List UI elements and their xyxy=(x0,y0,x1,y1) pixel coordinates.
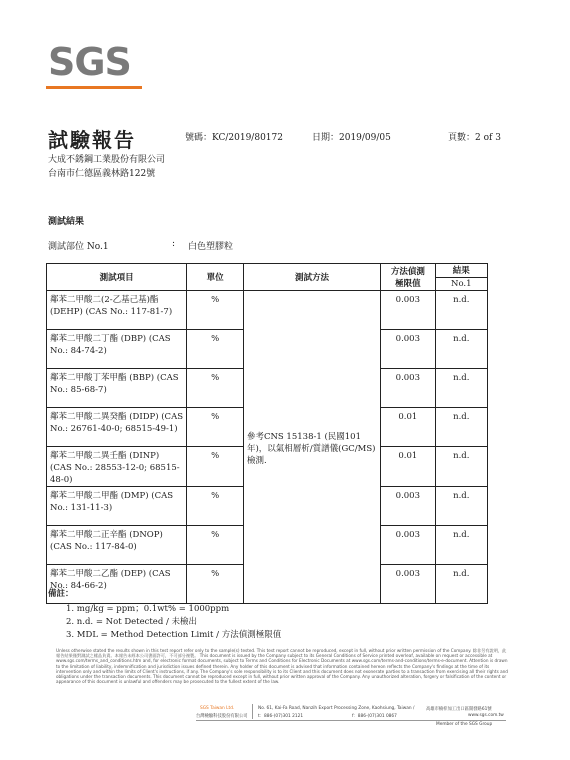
row-unit: % xyxy=(187,408,244,447)
row-item: 鄰苯二甲酸二甲酯 (DMP) (CAS No.: 131-11-3) xyxy=(47,487,187,526)
note-item: 1. mg/kg = ppm；0.1wt% = 1000ppm xyxy=(66,604,230,614)
row-mdl: 0.003 xyxy=(381,565,436,604)
header-mdl-line2: 極限值 xyxy=(395,279,421,289)
header-mdl-line1: 方法偵測 xyxy=(390,267,425,277)
row-result: n.d. xyxy=(435,565,487,604)
row-unit: % xyxy=(187,291,244,330)
row-result: n.d. xyxy=(435,447,487,487)
row-item: 鄰苯二甲酸二異癸酯 (DIDP) (CAS No.: 26761-40-0; 68515-49-1) xyxy=(47,408,187,447)
sgs-logo xyxy=(46,40,142,90)
footer-divider xyxy=(252,704,253,719)
row-unit: % xyxy=(187,487,244,526)
logo-text: SGS xyxy=(48,40,131,84)
section-heading: 測試結果 xyxy=(48,217,85,227)
row-mdl: 0.003 xyxy=(381,487,436,526)
report-date: 日期：2019/09/05 xyxy=(312,133,391,143)
row-item: 鄰苯二甲酸二正辛酯 (DNOP) (CAS No.: 117-84-0) xyxy=(47,526,187,565)
row-result: n.d. xyxy=(435,408,487,447)
row-unit: % xyxy=(187,526,244,565)
footer-address-zh: 高雄市楠梓加工出口區開發路61號 xyxy=(426,707,492,712)
row-mdl: 0.003 xyxy=(381,330,436,369)
footer-address: No. 61, Kai-Fa Road, Nanzih Export Processing Zone, Kaohsiung, Taiwan / xyxy=(258,706,415,711)
row-item: 鄰苯二甲酸二乙酯 (DEP) (CAS No.: 84-66-2) xyxy=(47,565,187,604)
row-unit: % xyxy=(187,447,244,487)
row-unit: % xyxy=(187,565,244,604)
notes-heading: 備註： xyxy=(48,589,74,599)
row-mdl: 0.01 xyxy=(381,447,436,487)
row-item: 鄰苯二甲酸二(2-乙基己基)酯 (DEHP) (CAS No.: 117-81-7) xyxy=(47,291,187,330)
footer-company-zh: 台灣檢驗科技股份有限公司 xyxy=(196,714,248,719)
table-header-row xyxy=(47,264,488,278)
table-row xyxy=(47,291,488,330)
row-mdl: 0.003 xyxy=(381,526,436,565)
note-item: 2. n.d. = Not Detected / 未檢出 xyxy=(66,617,198,627)
footer-fax: f：886-(07)301 0867 xyxy=(352,714,397,719)
header-item: 測試項目 xyxy=(47,264,187,291)
footer-company-en: SGS Taiwan Ltd. xyxy=(200,706,235,711)
row-item: 鄰苯二甲酸二異壬酯 (DINP) (CAS No.: 28553-12-0; 68515-48-0) xyxy=(47,447,187,487)
footer-tel: t：886-(07)301 2121 xyxy=(258,714,304,719)
row-mdl: 0.003 xyxy=(381,291,436,330)
footer-website: www.sgs.com.tw xyxy=(468,713,504,718)
header-mdl xyxy=(381,264,436,291)
logo-accent-bar xyxy=(46,86,142,89)
header-method: 測試方法 xyxy=(243,264,380,291)
report-number: 號碼：KC/2019/80172 xyxy=(185,133,283,143)
row-item: 鄰苯二甲酸丁苯甲酯 (BBP) (CAS No.: 85-68-7) xyxy=(47,369,187,408)
row-unit: % xyxy=(187,330,244,369)
header-result: 結果 xyxy=(435,264,487,278)
row-mdl: 0.003 xyxy=(381,369,436,408)
row-unit: % xyxy=(187,369,244,408)
page-number: 頁數：2 of 3 xyxy=(448,133,501,143)
header-result-no: No.1 xyxy=(435,277,487,291)
method-cell: 參考CNS 15138-1 (民國101年)，以氣相層析/質譜儀(GC/MS)檢測. xyxy=(243,291,380,604)
company-name: 大成不銹鋼工業股份有限公司 xyxy=(48,155,166,165)
row-result: n.d. xyxy=(435,526,487,565)
row-mdl: 0.01 xyxy=(381,408,436,447)
test-part-label: 測試部位 No.1 xyxy=(48,242,109,252)
row-result: n.d. xyxy=(435,369,487,408)
legal-disclaimer: Unless otherwise stated the results shown in this test report refer only to the sample(s) tested. This test report cannot be reproduced, except in full, without prior written permission of the Company. 除非另有說明，此報告結果僅對測試之樣品負責。本報告未經本公司書面許可，不可部分複製。 This document is issued by the Company subject to its General Conditions of Service printed overleaf, available on request or accessible at www.sgs.com/terms_and_conditions.htm and, for electronic format documents, subject to Terms and Conditions for Electronic Documents at www.sgs.com/terms-and-conditions/terms-e-document. Attention is drawn to the limitation of liability, indemnification and jurisdiction issues defined therein. Any holder of this document is advised that information contained hereon reflects the Company's findings at the time of its intervention only and within the limits of Client's instructions, if any. The Company's sole responsibility is to its Client and this document does not exonerate parties to a transaction from exercising all their rights and obligations under the transaction documents. This document cannot be reproduced except in full, without prior written approval of the Company. Any unauthorized alteration, forgery or falsification of the content or appearance of this document is unlawful and offenders may be prosecuted to the fullest extent of the law. xyxy=(56,648,508,685)
row-item: 鄰苯二甲酸二丁酯 (DBP) (CAS No.: 84-74-2) xyxy=(47,330,187,369)
report-title: 試驗報告 xyxy=(48,128,136,152)
test-part-colon: : xyxy=(172,239,176,249)
test-part-value: 白色塑膠粒 xyxy=(188,242,234,252)
footer-rule xyxy=(196,720,506,721)
header-unit: 單位 xyxy=(187,264,244,291)
results-table xyxy=(46,263,488,604)
footer-member: Member of the SGS Group xyxy=(436,722,493,727)
company-address: 台南市仁德區義林路122號 xyxy=(48,169,156,179)
row-result: n.d. xyxy=(435,487,487,526)
note-item: 3. MDL = Method Detection Limit / 方法偵測極限值 xyxy=(66,630,282,640)
row-result: n.d. xyxy=(435,291,487,330)
row-result: n.d. xyxy=(435,330,487,369)
